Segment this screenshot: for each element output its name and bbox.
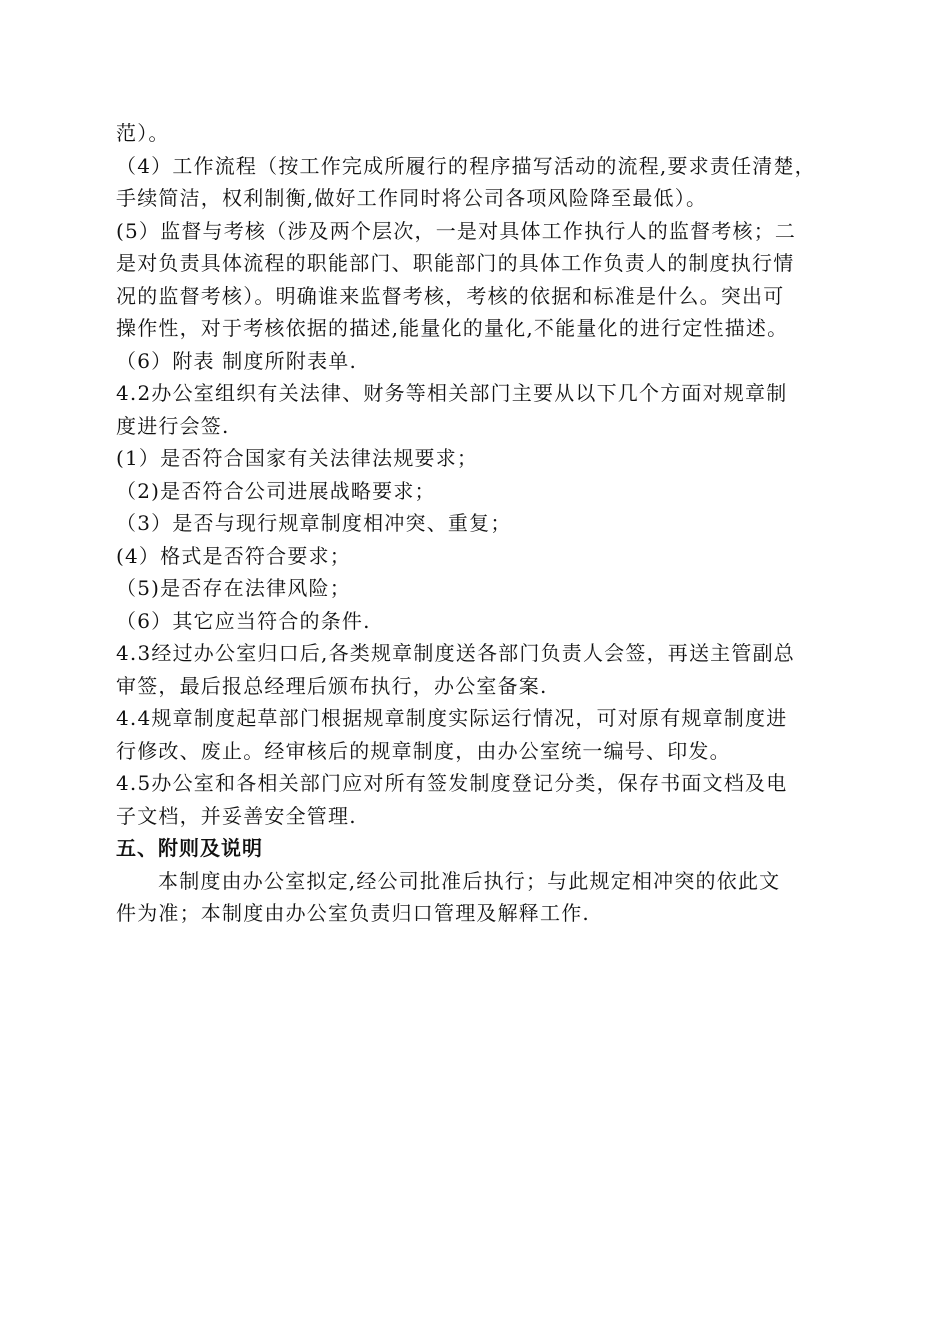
list-item: （5)是否存在法律风险； bbox=[116, 576, 351, 600]
list-item: (1）是否符合国家有关法律法规要求； bbox=[116, 446, 479, 470]
paragraph-line: 4.3经过办公室归口后,各类规章制度送各部门负责人会签，再送主管副总 bbox=[116, 641, 795, 665]
list-item: (4）格式是否符合要求； bbox=[116, 543, 351, 568]
paragraph-line: （4）工作流程（按工作完成所履行的程序描写活动的流程,要求责任清楚， bbox=[116, 153, 816, 178]
paragraph-line: 手续简洁，权利制衡,做好工作同时将公司各项风险降至最低）。 bbox=[116, 186, 708, 210]
paragraph-line: 行修改、废止。经审核后的规章制度，由办公室统一编号、印发。 bbox=[116, 738, 731, 763]
paragraph-line: 件为准；本制度由办公室负责归口管理及解释工作. bbox=[116, 901, 590, 925]
section-heading: 五、附则及说明 bbox=[116, 836, 263, 860]
paragraph-line: （6）附表 制度所附表单. bbox=[116, 348, 358, 373]
paragraph-line: (5）监督与考核（涉及两个层次，一是对具体工作执行人的监督考核；二 bbox=[116, 218, 797, 243]
list-item: （6）其它应当符合的条件. bbox=[116, 608, 371, 633]
document-body bbox=[116, 117, 846, 930]
paragraph-line: 度进行会签. bbox=[116, 413, 230, 438]
paragraph-line: 4.5办公室和各相关部门应对所有签发制度登记分类，保存书面文档及电 bbox=[116, 771, 788, 795]
paragraph-line: 4.4规章制度起草部门根据规章制度实际运行情况，可对原有规章制度进 bbox=[116, 706, 788, 730]
paragraph-line: 操作性，对于考核依据的描述,能量化的量化,不能量化的进行定性描述。 bbox=[116, 316, 789, 340]
paragraph-line: 子文档，并妥善安全管理. bbox=[116, 803, 357, 828]
paragraph-line: 是对负责具体流程的职能部门、职能部门的具体工作负责人的制度执行情 bbox=[116, 251, 795, 275]
list-item: （2)是否符合公司进展战略要求； bbox=[116, 478, 436, 503]
list-item: （3）是否与现行规章制度相冲突、重复； bbox=[116, 511, 512, 535]
paragraph-line: 4.2办公室组织有关法律、财务等相关部门主要从以下几个方面对规章制 bbox=[116, 381, 788, 405]
paragraph-line: 范）。 bbox=[116, 121, 170, 145]
paragraph-line: 况的监督考核）。明确谁来监督考核，考核的依据和标准是什么。突出可 bbox=[116, 283, 785, 308]
paragraph-line: 审签，最后报总经理后颁布执行，办公室备案. bbox=[116, 673, 548, 698]
paragraph-line: 本制度由办公室拟定,经公司批准后执行；与此规定相冲突的依此文 bbox=[158, 868, 781, 893]
